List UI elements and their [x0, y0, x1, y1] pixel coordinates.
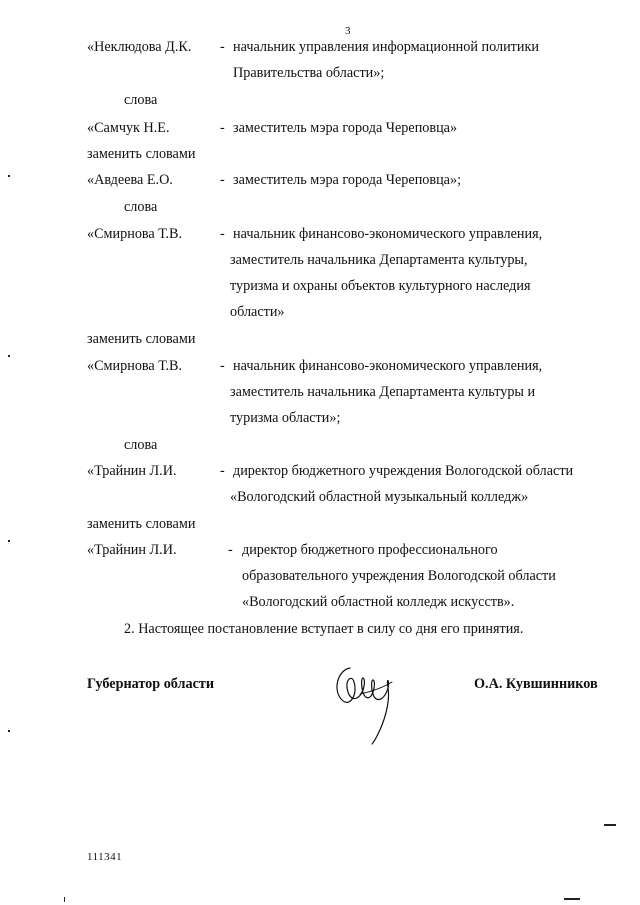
entry-line: директор бюджетного учреждения Вологодской области — [233, 463, 574, 479]
scan-mark — [8, 355, 10, 357]
paragraph-effective-date: 2. Настоящее постановление вступает в силу со дня его принятия. — [124, 621, 524, 637]
signatory-name: О.А. Кувшинников — [474, 676, 598, 692]
entry-dash: - — [220, 463, 225, 479]
handwritten-signature — [330, 658, 410, 748]
connector-words: слова — [124, 199, 158, 215]
entry-line: заместитель мэра города Череповца»; — [233, 172, 462, 188]
scan-mark — [8, 540, 10, 542]
entry-dash: - — [220, 39, 225, 55]
entry-line: начальник управления информационной политики — [233, 39, 539, 55]
entry-line: директор бюджетного профессионального — [242, 542, 498, 558]
entry-line: заместитель начальника Департамента культуры, — [230, 252, 528, 268]
connector-replace: заменить словами — [87, 516, 196, 532]
page-number: 3 — [345, 25, 351, 37]
entry-name: «Смирнова Т.В. — [87, 358, 183, 374]
entry-line: «Вологодский областной музыкальный колледж» — [230, 489, 529, 505]
entry-line: заместитель мэра города Череповца» — [233, 120, 458, 136]
connector-words: слова — [124, 437, 158, 453]
scan-mark — [564, 898, 580, 900]
entry-line: начальник финансово-экономического управления, — [233, 226, 543, 242]
entry-dash: - — [220, 172, 225, 188]
entry-name: «Авдеева Е.О. — [87, 172, 173, 188]
entry-line: заместитель начальника Департамента культуры и — [230, 384, 536, 400]
entry-name: «Неклюдова Д.К. — [87, 39, 192, 55]
entry-line: образовательного учреждения Вологодской области — [242, 568, 556, 584]
entry-dash: - — [220, 226, 225, 242]
entry-dash: - — [220, 120, 225, 136]
connector-words: слова — [124, 92, 158, 108]
connector-replace: заменить словами — [87, 146, 196, 162]
entry-dash: - — [228, 542, 233, 558]
entry-line: туризма области»; — [230, 410, 341, 426]
entry-dash: - — [220, 358, 225, 374]
entry-name: «Смирнова Т.В. — [87, 226, 183, 242]
scan-mark — [64, 897, 65, 902]
scan-mark — [8, 175, 10, 177]
scan-mark — [8, 730, 10, 732]
entry-line: «Вологодский областной колледж искусств». — [242, 594, 515, 610]
entry-line: туризма и охраны объектов культурного наследия — [230, 278, 531, 294]
signatory-position: Губернатор области — [87, 676, 215, 692]
scan-mark — [604, 824, 616, 826]
document-code: 111341 — [87, 851, 123, 863]
entry-name: «Трайнин Л.И. — [87, 542, 177, 558]
entry-line: области» — [230, 304, 285, 320]
entry-name: «Трайнин Л.И. — [87, 463, 177, 479]
entry-name: «Самчук Н.Е. — [87, 120, 170, 136]
entry-line: Правительства области»; — [233, 65, 385, 81]
connector-replace: заменить словами — [87, 331, 196, 347]
entry-line: начальник финансово-экономического управления, — [233, 358, 543, 374]
